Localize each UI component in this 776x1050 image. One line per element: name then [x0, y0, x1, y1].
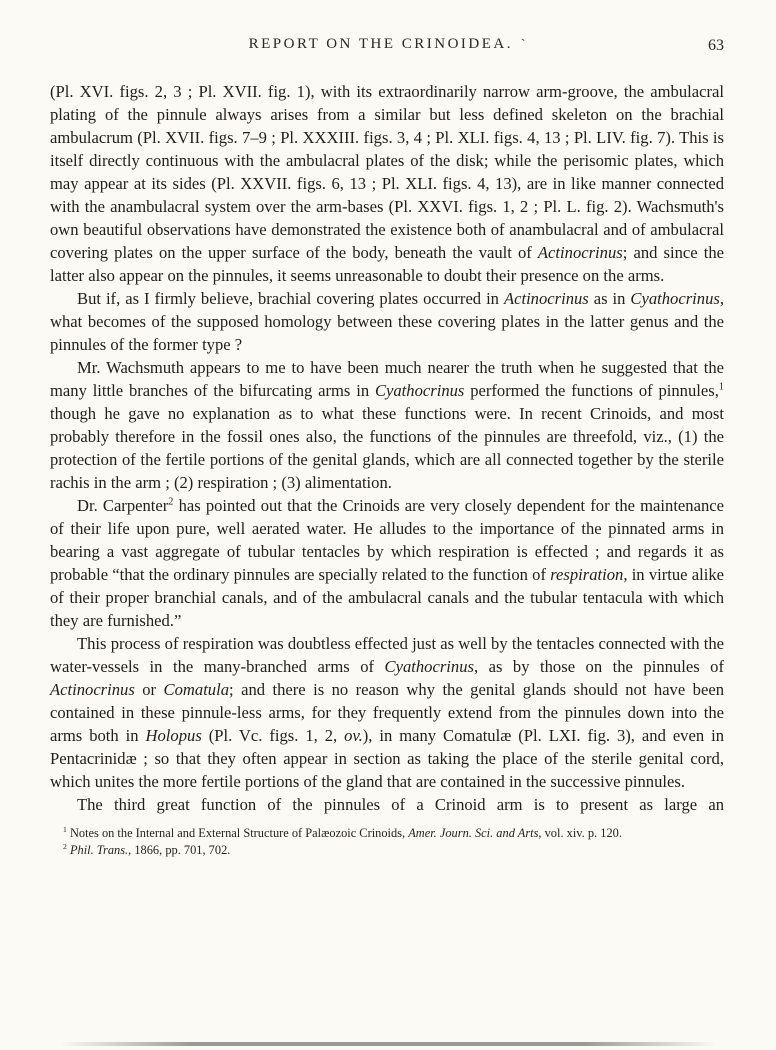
- page-body: [50, 80, 724, 816]
- footnotes: [50, 825, 724, 858]
- paragraph: Mr. Wachsmuth appears to me to have been much nearer the truth when he suggested that the many little branches of the bifurcating arms in Cyathocrinus performed the functions of pinnules,$^1$ though he gave no explanation as to what these functions were. In recent Crinoids, and most probably therefore in the fossil ones also, the functions of the pinnules are threefold, viz., (1) the protection of the fertile portions of the genital glands, which are all connected together by the sterile rachis in the arm ; (2) respiration ; (3) alimentation.: [50, 358, 724, 492]
- paragraph: This process of respiration was doubtless effected just as well by the tentacles connected with the water-vessels in the many-branched arms of Cyathocrinus, as by those on the pinnules of Actinocrinus or Comatula; and there is no reason why the genital glands should not have been contained in these pinnule-less arms, for they frequently extend from the pinnules down into the arms both in Holopus (Pl. Vc. figs. 1, 2, ov.), in many Comatulæ (Pl. LXI. fig. 3), and even in Pentacrinidæ ; so that they often appear in section as taking the place of the sterile genital cord, which unites the more fertile portions of the gland that are contained in the successive pinnules.: [50, 634, 725, 791]
- paragraph: (Pl. XVI. figs. 2, 3 ; Pl. XVII. fig. 1), with its extraordinarily narrow arm-groove, the ambulacral plating of the pinnule always arises from a similar but less defined skeleton on the brachial ambulacrum (Pl. XVII. figs. 7–9 ; Pl. XXXIII. figs. 3, 4 ; Pl. XLI. figs. 4, 13 ; Pl. LIV. fig. 7). This is itself directly continuous with the ambulacral plates of the disk; while the perisomic plates, which may appear at its sides (Pl. XXVII. figs. 6, 13 ; Pl. XLI. figs. 4, 13), are in like manner connected with the anambulacral system over the arm-bases (Pl. XXVI. figs. 1, 2 ; Pl. L. fig. 2). Wachsmuth's own beautiful observations have demonstrated the existence both of anambulacral and of ambulacral covering plates on the upper surface of the body, beneath the vault of Actinocrinus; and since the latter also appear on the pinnules, it seems unreasonable to doubt their presence on the arms.: [50, 82, 724, 285]
- running-title: [50, 36, 724, 53]
- scan-edge-shadow: [60, 1042, 716, 1046]
- running-title-text: REPORT ON THE CRINOIDEA.: [248, 36, 514, 52]
- page-header: [50, 36, 724, 58]
- ink-mark: ˋ: [521, 36, 526, 51]
- paragraph: The third great function of the pinnules of a Crinoid arm is to present as large an: [77, 795, 724, 814]
- footnote: $^1$ Notes on the Internal and External Structure of Palæozoic Crinoids, Amer. Journ. Sci. and Arts, vol. xiv. p. 120.: [63, 824, 622, 840]
- paragraph: But if, as I firmly believe, brachial covering plates occurred in Actinocrinus as in Cyathocrinus, what becomes of the supposed homology between these covering plates in the latter genus and the pinnules of the former type ?: [50, 289, 724, 354]
- footnote: $^2$ Phil. Trans., 1866, pp. 701, 702.: [63, 841, 231, 857]
- page-number: 63: [708, 37, 724, 54]
- paragraph: Dr. Carpenter$^2$ has pointed out that the Crinoids are very closely dependent for the maintenance of their life upon pure, well aerated water. He alludes to the importance of the pinnated arms in bearing a vast aggregate of tubular tentacles by which respiration is effected ; and regards it as probable “that the ordinary pinnules are specially related to the function of respiration, in virtue alike of their proper branchial canals, and of the ambulacral canals and the tubular tentacula with which they are furnished.”: [50, 496, 724, 630]
